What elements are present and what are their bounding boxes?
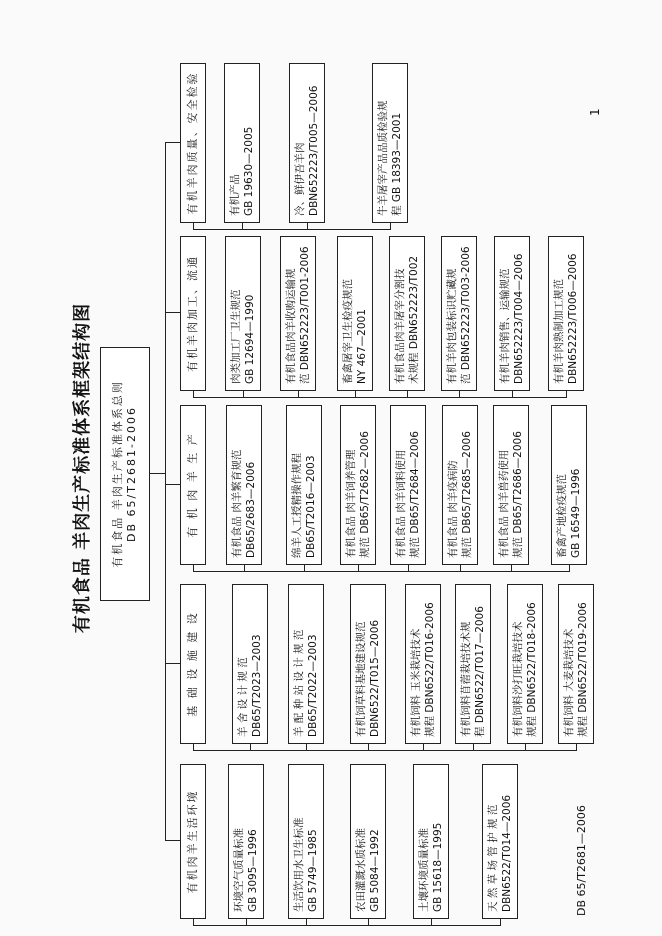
standard-code: DBN652223/T004—2006 (513, 253, 525, 384)
standard-node (288, 764, 324, 919)
standard-name: 有机羊肉包装标识贮藏规 (446, 268, 458, 384)
standard-name: 畜禽产地检疫规范 (556, 474, 568, 558)
connector-line (368, 744, 369, 751)
connector-line (355, 391, 356, 398)
connector-line (306, 744, 307, 751)
connector-line (500, 919, 501, 926)
standard-node (232, 584, 268, 744)
standard-code: 规程 DBN6522/T016-2006 (424, 602, 436, 737)
standard-code: DB65/T2023—2003 (251, 634, 263, 737)
standard-code: DBN6522/T015—2006 (369, 619, 381, 737)
standard-name: 有机饲料苜蓿栽培技术规 (460, 621, 472, 737)
standard-code: 规范 DB65/T2685—2006 (461, 431, 473, 558)
standard-code: 范 DBN652223/T003-2006 (460, 246, 472, 384)
standard-node (551, 405, 587, 565)
root-node (100, 347, 150, 601)
standard-code: GB 3095—1996 (247, 829, 259, 912)
standard-code: 规程 DBN6522/T018-2006 (526, 602, 538, 737)
standard-node (558, 584, 594, 744)
standard-code: 程 DBN6522/T017—2006 (474, 606, 486, 737)
standard-code: DBN6522/T014—2006 (501, 794, 513, 912)
connector-line (306, 919, 307, 926)
standard-code: 术规程 DBN652223/T002 (408, 255, 420, 384)
standard-node (225, 236, 261, 391)
category-header (180, 584, 206, 744)
standard-node (286, 405, 322, 565)
connector-line (358, 565, 359, 572)
connector-line (525, 744, 526, 751)
standard-name: 畜禽屠宰卫生检疫规范 (342, 279, 354, 384)
category-label: 有机羊肉加工、流通 (186, 255, 199, 372)
connector-line (246, 919, 247, 926)
connector-line (165, 484, 180, 485)
connector-line (165, 840, 180, 841)
standard-name: 有机羊肉销售、运输规范 (499, 268, 511, 384)
connector-line (390, 223, 391, 230)
standard-node (288, 584, 324, 744)
root-line: DB 65/T2681-2006 (125, 406, 138, 542)
standard-code: 规范 DB65/T2684—2006 (409, 431, 421, 558)
standard-name: 有机食品肉羊收购运输规 (285, 268, 297, 384)
standard-code: GB 15618—1995 (432, 822, 444, 912)
root-line: 有机食品 羊肉生产标准体系总则 (111, 380, 124, 568)
category-header (180, 764, 206, 919)
connector-line (459, 391, 460, 398)
connector-line (165, 142, 180, 143)
connector-line (165, 663, 180, 664)
standard-name: 有机食品 肉羊疫病防 (447, 460, 459, 558)
connector-line (193, 925, 500, 926)
standard-code: GB 5749—1985 (307, 829, 319, 912)
connector-line (512, 391, 513, 398)
standard-name: 冷、鲜伊吾羊肉 (294, 142, 306, 216)
standard-code: DBN652223/T005—2006 (308, 85, 320, 216)
category-label: 有 机 肉 羊 生 产 (186, 432, 199, 538)
page-number: 1 (588, 108, 602, 116)
category-label: 基 础 设 施 建 设 (186, 611, 199, 717)
standard-code: NY 467—2001 (356, 309, 368, 384)
standard-node (482, 764, 518, 919)
standard-code: GB 12694—1990 (244, 294, 256, 384)
standard-name: 有机饲料 玉米栽培技术 (410, 628, 422, 737)
connector-line (473, 744, 474, 751)
standard-code: 规程 DBN6522/T019-2006 (577, 602, 589, 737)
category-header (180, 63, 206, 223)
standard-node (228, 764, 264, 919)
connector-line (193, 571, 569, 572)
standard-node (350, 584, 386, 744)
standard-node (405, 584, 441, 744)
connector-line (460, 565, 461, 572)
standard-node (289, 63, 325, 223)
standard-node (372, 63, 408, 223)
standard-node (337, 236, 373, 391)
category-label: 有机肉羊生活环境 (186, 789, 199, 894)
connector-line (244, 565, 245, 572)
standard-name: 有机食品 肉羊饲养管理 (345, 449, 357, 558)
connector-line (569, 565, 570, 572)
category-header (180, 236, 206, 391)
standard-code: 程 GB 18393—2001 (391, 112, 403, 216)
connector-line (511, 565, 512, 572)
standard-code: DB65/T2016—2003 (305, 455, 317, 558)
connector-line (165, 143, 166, 842)
standard-node (340, 405, 376, 565)
connector-line (576, 744, 577, 751)
standard-node (494, 236, 530, 391)
standard-code: DBN652223/T006—2006 (567, 253, 579, 384)
standard-name: 有机食品 肉羊繁育规范 (231, 449, 243, 558)
standard-name: 牛羊屠宰产品品质检验规 (377, 100, 389, 216)
standard-name: 绵羊人工授精操作规程 (291, 453, 303, 558)
standard-node (390, 405, 426, 565)
standard-name: 环境空气质量标准 (233, 828, 245, 912)
connector-line (165, 312, 180, 313)
connector-line (242, 223, 243, 230)
standard-name: 天 然 草 场 管 护 规 范 (487, 804, 499, 912)
connector-line (150, 473, 165, 474)
connector-line (193, 229, 390, 230)
standard-node (548, 236, 584, 391)
standard-name: 有机食品 肉羊兽药使用 (498, 449, 510, 558)
standard-node (441, 236, 477, 391)
standard-code: GB 19630—2005 (243, 126, 255, 216)
connector-line (243, 391, 244, 398)
connector-line (250, 744, 251, 751)
standard-name: 有机饲料 大麦栽培技术 (563, 628, 575, 737)
connector-line (307, 223, 308, 230)
standard-name: 羊 配 种 站 设 计 规 范 (293, 629, 305, 737)
connector-line (298, 391, 299, 398)
standard-code: 规范 DB65/T2686—2006 (512, 431, 524, 558)
standard-name: 肉类加工厂卫生规范 (230, 289, 242, 384)
standard-code: GB 5084—1992 (369, 829, 381, 912)
connector-line (408, 565, 409, 572)
standard-name: 有机食品 肉羊饲料使用 (395, 449, 407, 558)
standard-node (224, 63, 260, 223)
standard-code: DB65/2683—2006 (245, 461, 257, 558)
standard-node (442, 405, 478, 565)
standard-code: 规范 DB65/T2682—2006 (359, 431, 371, 558)
page-title: 有机食品 羊肉生产标准体系框架结构图 (72, 302, 93, 634)
standard-code: 范 DBN652223/T001-2006 (299, 246, 311, 384)
connector-line (193, 397, 566, 398)
standard-name: 羊 舍 设 计 规 范 (237, 657, 249, 737)
standard-name: 生活饮用水卫生标准 (293, 817, 305, 912)
standard-node (413, 764, 449, 919)
standard-name: 农田灌溉水质标准 (355, 828, 367, 912)
standard-node (389, 236, 425, 391)
standard-name: 有机产品 (229, 174, 241, 216)
standard-node (280, 236, 316, 391)
standard-name: 土壤环境质量标准 (418, 828, 430, 912)
standard-name: 有机食品肉羊屠宰分割技 (394, 268, 406, 384)
connector-line (423, 744, 424, 751)
category-header (180, 405, 206, 565)
standard-name: 有机饲草料基地建设规范 (355, 621, 367, 737)
standard-node (507, 584, 543, 744)
connector-line (304, 565, 305, 572)
standard-node (493, 405, 529, 565)
standard-name: 有机羊肉熟制加工规范 (553, 279, 565, 384)
connector-line (407, 391, 408, 398)
connector-line (431, 919, 432, 926)
category-label: 有机羊肉质量、安全检验 (186, 71, 199, 215)
standard-node (226, 405, 262, 565)
connector-line (566, 391, 567, 398)
standard-name: 有机饲料沙打旺栽培技术 (512, 621, 524, 737)
standard-code: DB65/T2022—2003 (307, 634, 319, 737)
standard-node (455, 584, 491, 744)
standard-code: GB 16549—1996 (570, 468, 582, 558)
connector-line (368, 919, 369, 926)
standard-node (350, 764, 386, 919)
document-number: DB 65/T2681—2006 (575, 805, 588, 916)
